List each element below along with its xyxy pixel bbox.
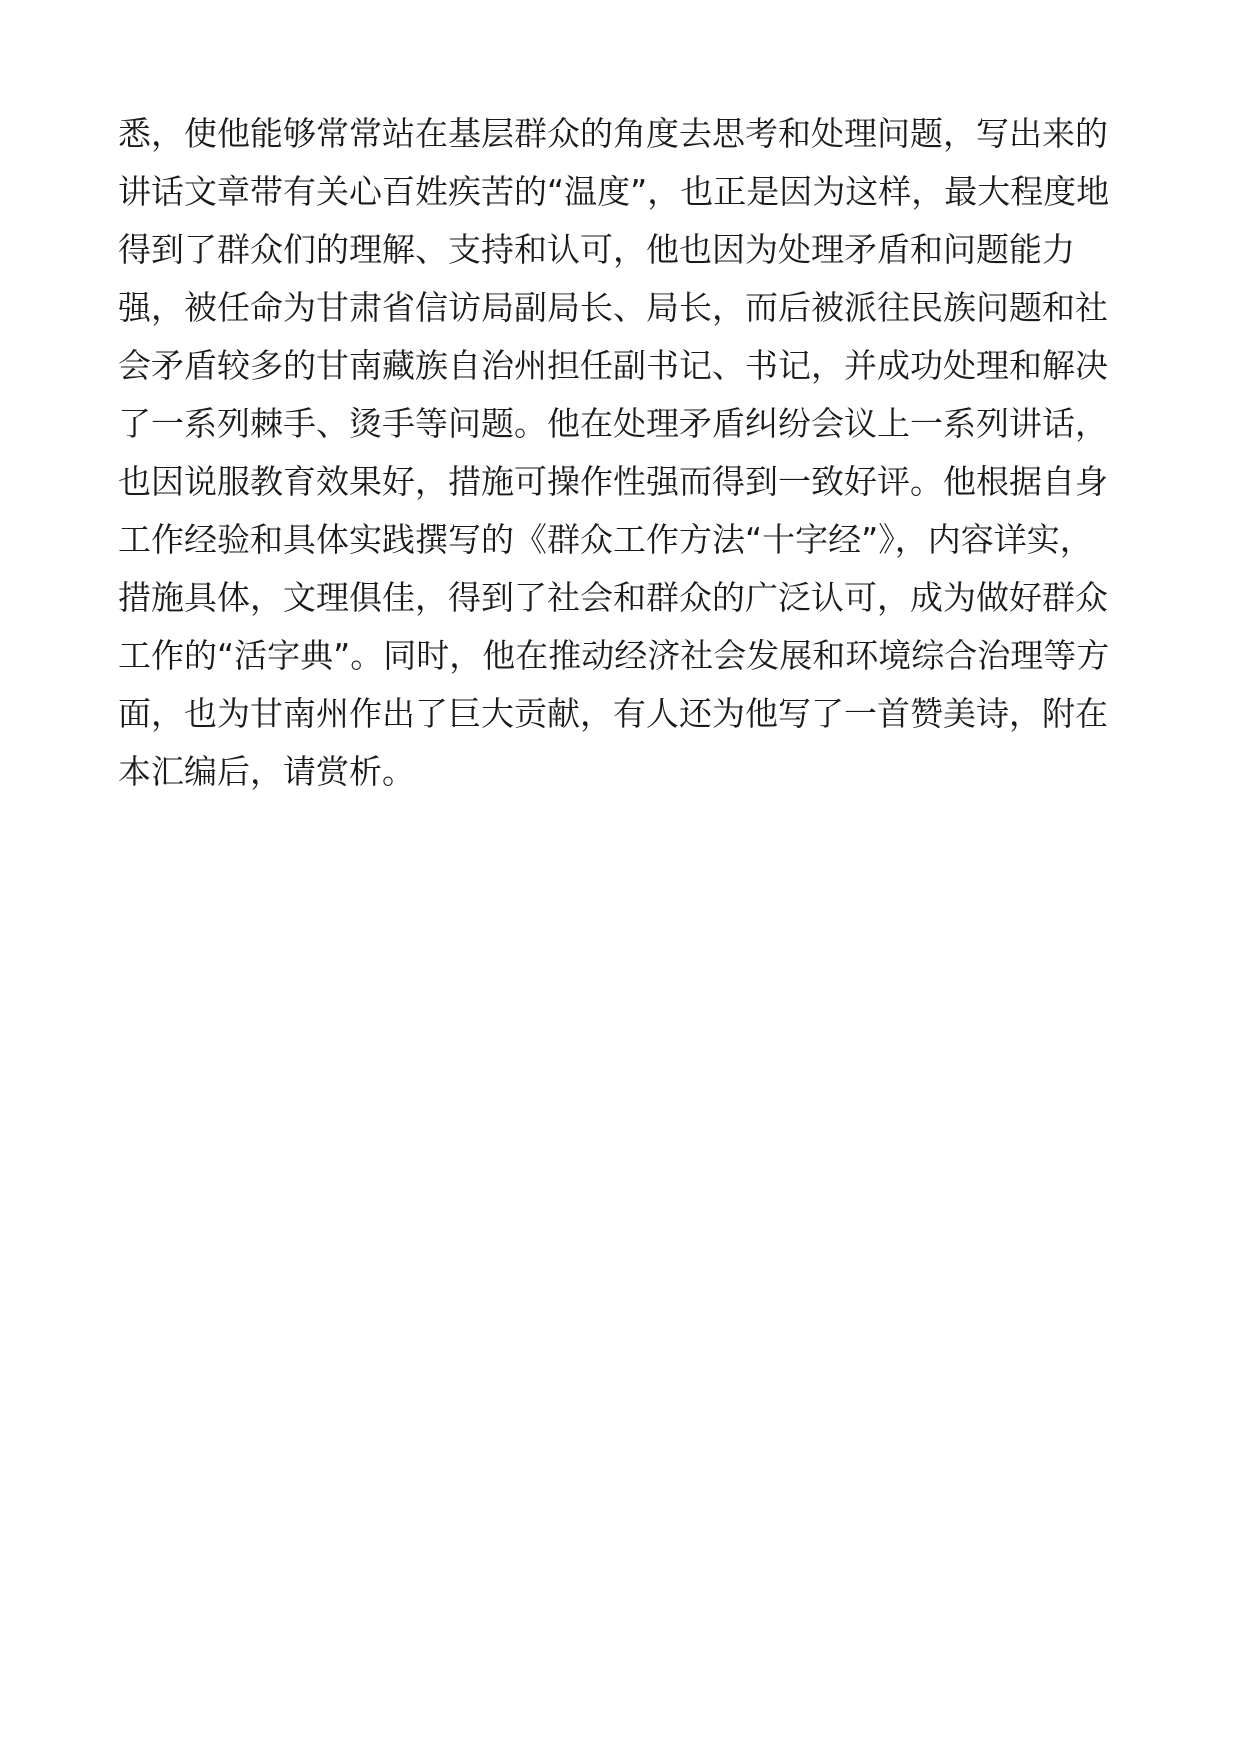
paragraph-line: 了一系列棘手、烫手等问题。他在处理矛盾纠纷会议上一系列讲话， [118, 404, 1108, 443]
paragraph-line: 面，也为甘南州作出了巨大贡献，有人还为他写了一首赞美诗，附在 [118, 694, 1108, 733]
paragraph-line: 悉，使他能够常常站在基层群众的角度去思考和处理问题，写出来的 [118, 114, 1108, 153]
paragraph-line: 本汇编后，请赏析。 [118, 752, 415, 791]
paragraph-line: 工作的“活字典”。同时，他在推动经济社会发展和环境综合治理等方 [118, 636, 1110, 675]
paragraph-line: 得到了群众们的理解、支持和认可，他也因为处理矛盾和问题能力 [118, 230, 1075, 269]
body-paragraph [118, 105, 1128, 801]
paragraph-line: 也因说服教育效果好，措施可操作性强而得到一致好评。他根据自身 [118, 462, 1108, 501]
paragraph-line: 工作经验和具体实践撰写的《群众工作方法“十字经”》，内容详实， [118, 520, 1093, 559]
paragraph-line: 措施具体，文理俱佳，得到了社会和群众的广泛认可，成为做好群众 [118, 578, 1108, 617]
paragraph-line: 讲话文章带有关心百姓疾苦的“温度”，也正是因为这样，最大程度地 [118, 172, 1110, 211]
paragraph-line: 会矛盾较多的甘南藏族自治州担任副书记、书记，并成功处理和解决 [118, 346, 1108, 385]
paragraph-line: 强，被任命为甘肃省信访局副局长、局长，而后被派往民族问题和社 [118, 288, 1108, 327]
